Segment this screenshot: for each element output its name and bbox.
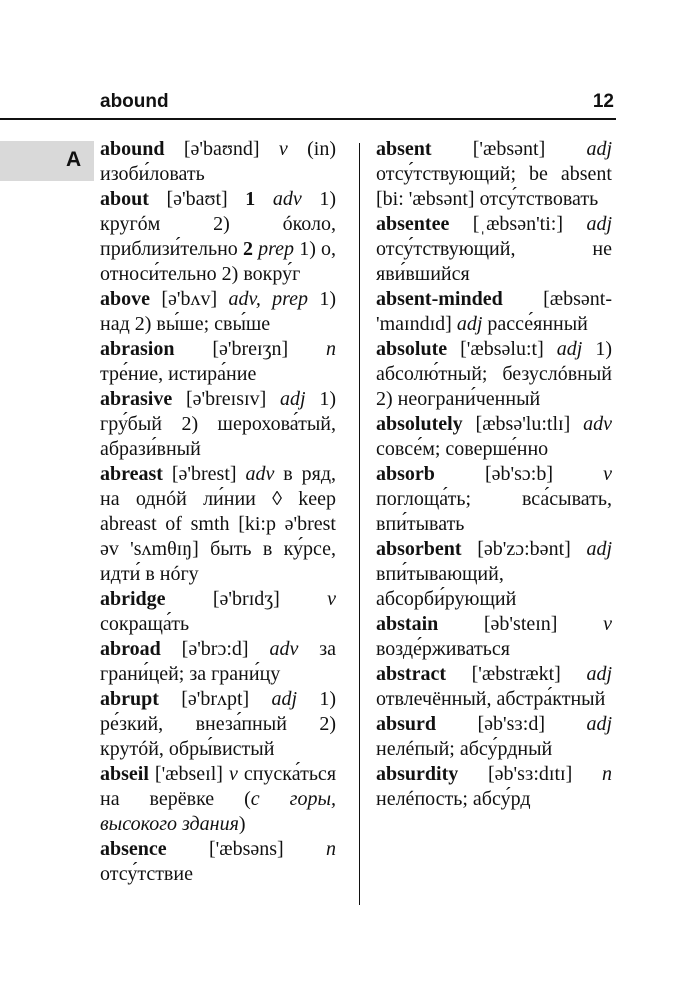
headword: abridge	[100, 588, 166, 610]
definition: тре́ние, истира́ние	[100, 363, 257, 385]
dictionary-entry	[100, 287, 336, 337]
dictionary-entry	[100, 687, 336, 762]
definition: 1) над 2) вы́ше; свы́ше	[100, 288, 337, 335]
transcription: [ə'breɪsɪv]	[186, 388, 267, 410]
headword: absence	[100, 838, 167, 860]
definition: 1) ре́зкий, внеза́пный 2) крутóй, обры́вистый	[100, 688, 337, 760]
transcription: [ə'baʊnd]	[183, 138, 260, 160]
part-of-speech: adv	[583, 413, 613, 435]
definition: впи́тывающий, абсорби́рующий	[376, 563, 517, 610]
transcription: [əb'zɔ:bənt]	[477, 538, 571, 560]
dictionary-entry	[376, 287, 612, 337]
definition: поглоща́ть; вса́сывать, впи́тывать	[376, 488, 612, 535]
sense-number: 2	[242, 238, 253, 260]
transcription: ['æbsəns]	[208, 838, 284, 860]
part-of-speech: adv	[272, 188, 302, 210]
headword: abrupt	[100, 688, 159, 710]
part-of-speech: adj	[280, 388, 306, 410]
dictionary-entry	[100, 587, 336, 637]
definition: за грани́цей; за грани́цу	[100, 638, 337, 685]
definition: сокраща́ть	[100, 613, 190, 635]
headword: absorbent	[376, 538, 462, 560]
part-of-speech: n	[602, 763, 612, 785]
column-divider	[359, 143, 360, 905]
definition: отсу́тствующий; be absent [bi: 'æbsənt] отсу́тствовать	[376, 163, 612, 210]
part-of-speech: adj	[586, 713, 613, 735]
part-of-speech: adj	[271, 688, 298, 710]
definition: 1) абсолю́тный; безуслóвный 2) неограни́ченный	[376, 338, 612, 410]
definition: отсу́тствие	[100, 863, 193, 885]
dictionary-entry	[100, 137, 336, 187]
guide-word: abound	[100, 91, 169, 112]
part-of-speech: v	[228, 763, 238, 785]
headword: absentee	[376, 213, 450, 235]
part-of-speech: adj	[586, 538, 612, 560]
part-of-speech: adj	[456, 313, 483, 335]
headword: abreast	[100, 463, 163, 485]
part-of-speech: adj	[586, 138, 612, 160]
definition: в ряд, на однóй ли́нии ◊ keep abreast of smth [ki:p ə'brest əv 'sʌmθɪŋ] быть в ку́рсе, идти́ в нóгу	[100, 463, 336, 585]
part-of-speech: prep	[258, 238, 295, 260]
definition: спуска́ться на верёвке (	[100, 763, 337, 810]
headword: abound	[100, 138, 165, 160]
headword: abstract	[376, 663, 446, 685]
transcription: [ə'breɪʒn]	[212, 338, 289, 360]
sense-number: 1	[245, 188, 256, 210]
part-of-speech: n	[326, 338, 336, 360]
transcription: [ə'baʊt]	[166, 188, 228, 210]
definition: рассе́янный	[487, 313, 588, 335]
headword: absent	[376, 138, 432, 160]
transcription: [ə'brɔ:d]	[181, 638, 249, 660]
transcription: [ə'brʌpt]	[181, 688, 250, 710]
page-number: 12	[592, 91, 614, 112]
dictionary-entry	[376, 612, 612, 662]
headword: absorb	[376, 463, 435, 485]
transcription: [əb'sɜ:d]	[477, 713, 546, 735]
dictionary-entry	[100, 762, 336, 837]
dictionary-entry	[100, 387, 336, 462]
transcription: [ə'brɪdʒ]	[212, 588, 280, 610]
transcription: [ə'brest]	[171, 463, 237, 485]
headword: abrasion	[100, 338, 175, 360]
part-of-speech: v	[327, 588, 337, 610]
part-of-speech: v	[603, 613, 612, 635]
dictionary-entry	[376, 412, 612, 462]
headword: abstain	[376, 613, 439, 635]
headword: absolute	[376, 338, 448, 360]
dictionary-entry	[100, 187, 336, 287]
dictionary-entry	[100, 462, 336, 587]
dictionary-entry	[100, 637, 336, 687]
definition: нелéпость; абсу́рд	[376, 788, 531, 810]
transcription: [æbsə'lu:tlɪ]	[475, 413, 571, 435]
part-of-speech: adv	[269, 638, 299, 660]
part-of-speech: adj	[586, 663, 612, 685]
headword: abroad	[100, 638, 161, 660]
transcription: ['æbseɪl]	[154, 763, 223, 785]
definition: отвлечённый, абстра́ктный	[376, 688, 606, 710]
transcription: [æbsənt-'maɪndɪd]	[376, 288, 612, 335]
dictionary-entry	[100, 837, 336, 887]
part-of-speech: adj	[586, 213, 612, 235]
transcription: ['æbstrækt]	[471, 663, 561, 685]
transcription: ['æbsənt]	[472, 138, 546, 160]
transcription: [ˌæbsən'ti:]	[472, 213, 564, 235]
dictionary-entry	[376, 662, 612, 712]
headword: abrasive	[100, 388, 173, 410]
definition: нелéпый; абсу́рдный	[376, 738, 553, 760]
part-of-speech: adj	[556, 338, 583, 360]
dictionary-entry	[100, 337, 336, 387]
headword: absent-minded	[376, 288, 503, 310]
dictionary-entry	[376, 462, 612, 537]
dictionary-entry	[376, 762, 612, 812]
dictionary-entry	[376, 212, 612, 287]
definition: отсу́тствующий, не яви́вшийся	[376, 238, 612, 285]
transcription: [əb'sɜ:dɪtɪ]	[488, 763, 573, 785]
dictionary-entry	[376, 137, 612, 212]
thumb-index-letter: A	[66, 148, 82, 171]
dictionary-entry	[376, 712, 612, 762]
transcription: ['æbsəlu:t]	[460, 338, 544, 360]
definition: 1) кругóм 2) óколо, приблизи́тельно	[100, 188, 336, 260]
definition: (in) изоби́ловать	[100, 138, 337, 185]
transcription: [əb'sɔ:b]	[485, 463, 554, 485]
definition: совсе́м; соверше́нно	[376, 438, 549, 460]
headword: abseil	[100, 763, 149, 785]
headword: absurd	[376, 713, 437, 735]
part-of-speech: v	[603, 463, 613, 485]
usage-note: с горы, высокого здания	[100, 788, 336, 835]
part-of-speech: n	[326, 838, 337, 860]
headword: about	[100, 188, 149, 210]
right-column	[376, 137, 612, 812]
part-of-speech: v	[278, 138, 288, 160]
dictionary-entry	[376, 537, 612, 612]
left-column	[100, 137, 336, 887]
definition: 1) о, относи́тельно 2) вокру́г	[100, 238, 336, 285]
transcription: [ə'bʌv]	[161, 288, 218, 310]
definition: возде́рживаться	[376, 638, 510, 660]
headword: above	[100, 288, 150, 310]
headword: absolutely	[376, 413, 463, 435]
header-rule	[0, 118, 616, 120]
part-of-speech: adv, prep	[228, 288, 309, 310]
definition: )	[238, 813, 246, 835]
part-of-speech: adv	[245, 463, 275, 485]
definition: 1) гру́бый 2) шерохова́тый, абрази́вный	[100, 388, 337, 460]
headword: absurdity	[376, 763, 459, 785]
transcription: [əb'steɪn]	[483, 613, 558, 635]
dictionary-entry	[376, 337, 612, 412]
